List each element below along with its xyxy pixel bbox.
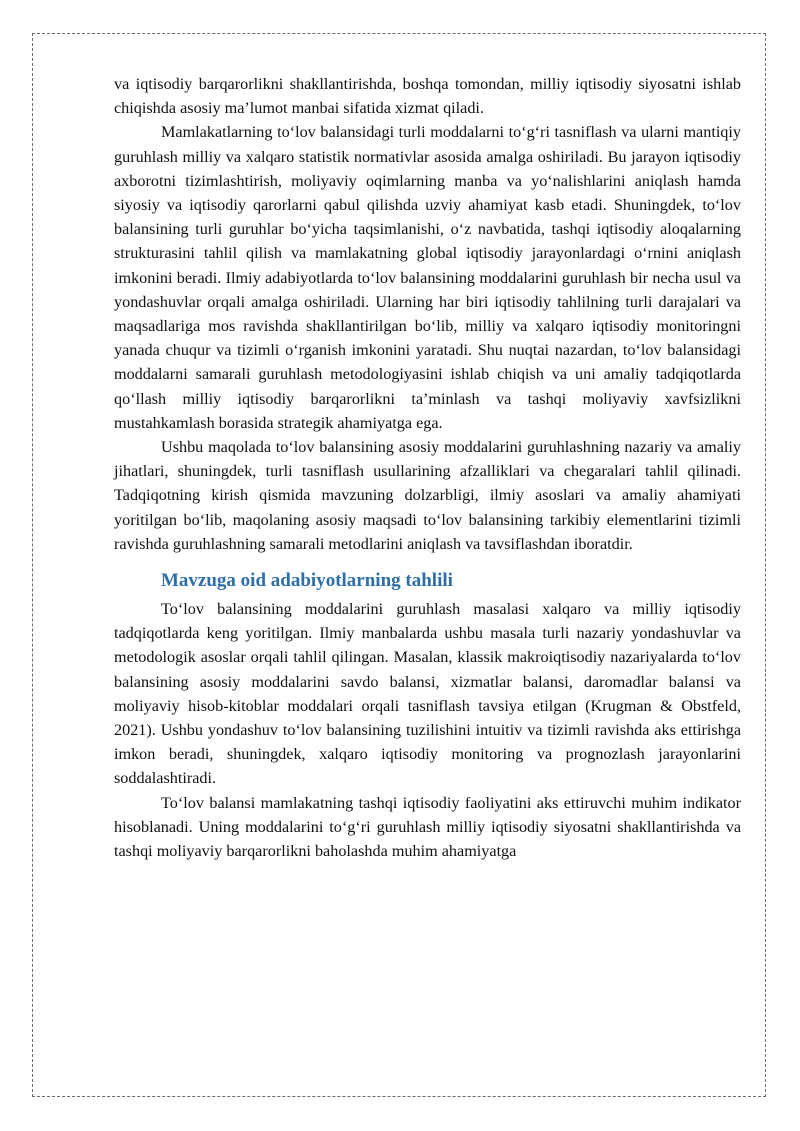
document-body xyxy=(114,72,741,863)
paragraph-continuation: va iqtisodiy barqarorlikni shakllantirishda, boshqa tomondan, milliy iqtisodiy siyosatni ishlab chiqishda asosiy ma’lumot manbai sifatida xizmat qiladi. xyxy=(114,75,741,118)
paragraph-article-aim: Ushbu maqolada to‘lov balansining asosiy moddalarini guruhlashning nazariy va amaliy jihatlari, shuningdek, turli tasniflash usullarining afzalliklari va chegaralari tahlil qilinadi. Tadqiqotning kirish qismida mavzuning dolzarbligi, ilmiy asoslari va amaliy ahamiyati yoritilgan bo‘lib, maqolaning asosiy maqsadi to‘lov balansining tarkibiy elementlarini tizimli ravishda guruhlashning samarali metodlarini aniqlash va tavsiflashdan iboratdir. xyxy=(114,438,741,553)
paragraph-classification: Mamlakatlarning to‘lov balansidagi turli moddalarni to‘g‘ri tasniflash va ularni mantiqiy guruhlash milliy va xalqaro statistik normativlar asosida amalga oshiriladi. Bu jarayon iqtisodiy axborotni tizimlashtirish, moliyaviy oqimlarning manba va yo‘nalishlarini aniqlash hamda siyosiy va iqtisodiy qarorlarni qabul qilishda uzviy ahamiyat kasb etadi. Shuningdek, to‘lov balansining turli guruhlar bo‘yicha taqsimlanishi, o‘z navbatida, tashqi iqtisodiy aloqalarning strukturasini tahlil qilish va mamlakatning global iqtisodiy jarayonlardagi o‘rnini aniqlash imkonini beradi. Ilmiy adabiyotlarda to‘lov balansining moddalarini guruhlash bir necha usul va yondashuvlar orqali amalga oshiriladi. Ularning har biri iqtisodiy tahlilning turli darajalari va maqsadlariga mos ravishda shakllantirilgan bo‘lib, milliy va xalqaro iqtisodiy monitoringni yanada chuqur va tizimli o‘rganish imkonini yaratadi. Shu nuqtai nazardan, to‘lov balansidagi moddalarni samarali guruhlash metodologiyasini ishlab chiqish va uni amaliy tadqiqotlarda qo‘llash milliy iqtisodiy barqarorlikni ta’minlash va tashqi moliyaviy xavfsizlikni mustahkamlash borasida strategik ahamiyatga ega. xyxy=(114,123,741,432)
section-heading: Mavzuga oid adabiyotlarning tahlili xyxy=(161,570,453,592)
paragraph-literature-review: To‘lov balansining moddalarini guruhlash masalasi xalqaro va milliy iqtisodiy tadqiqotlarda keng yoritilgan. Ilmiy manbalarda ushbu masala turli nazariy yondashuvlar va metodologik asoslar orqali tahlil qilingan. Masalan, klassik makroiqtisodiy nazariyalarda to‘lov balansining asosiy moddalarini savdo balansi, xizmatlar balansi, daromadlar balansi va moliyaviy hisob-kitoblar moddalari orqali tasniflash tavsiya etilgan (Krugman & Obstfeld, 2021). Ushbu yondashuv to‘lov balansining tuzilishini intuitiv va tizimli ravishda aks ettirishga imkon beradi, shuningdek, xalqaro iqtisodiy monitoring va prognozlash jarayonlarini soddalashtiradi. xyxy=(114,600,741,788)
paragraph-balance-indicator: To‘lov balansi mamlakatning tashqi iqtisodiy faoliyatini aks ettiruvchi muhim indikator hisoblanadi. Uning moddalarini to‘g‘ri guruhlash milliy iqtisodiy siyosatni shakllantirishda va tashqi moliyaviy barqarorlikni baholashda muhim ahamiyatga xyxy=(114,793,741,861)
